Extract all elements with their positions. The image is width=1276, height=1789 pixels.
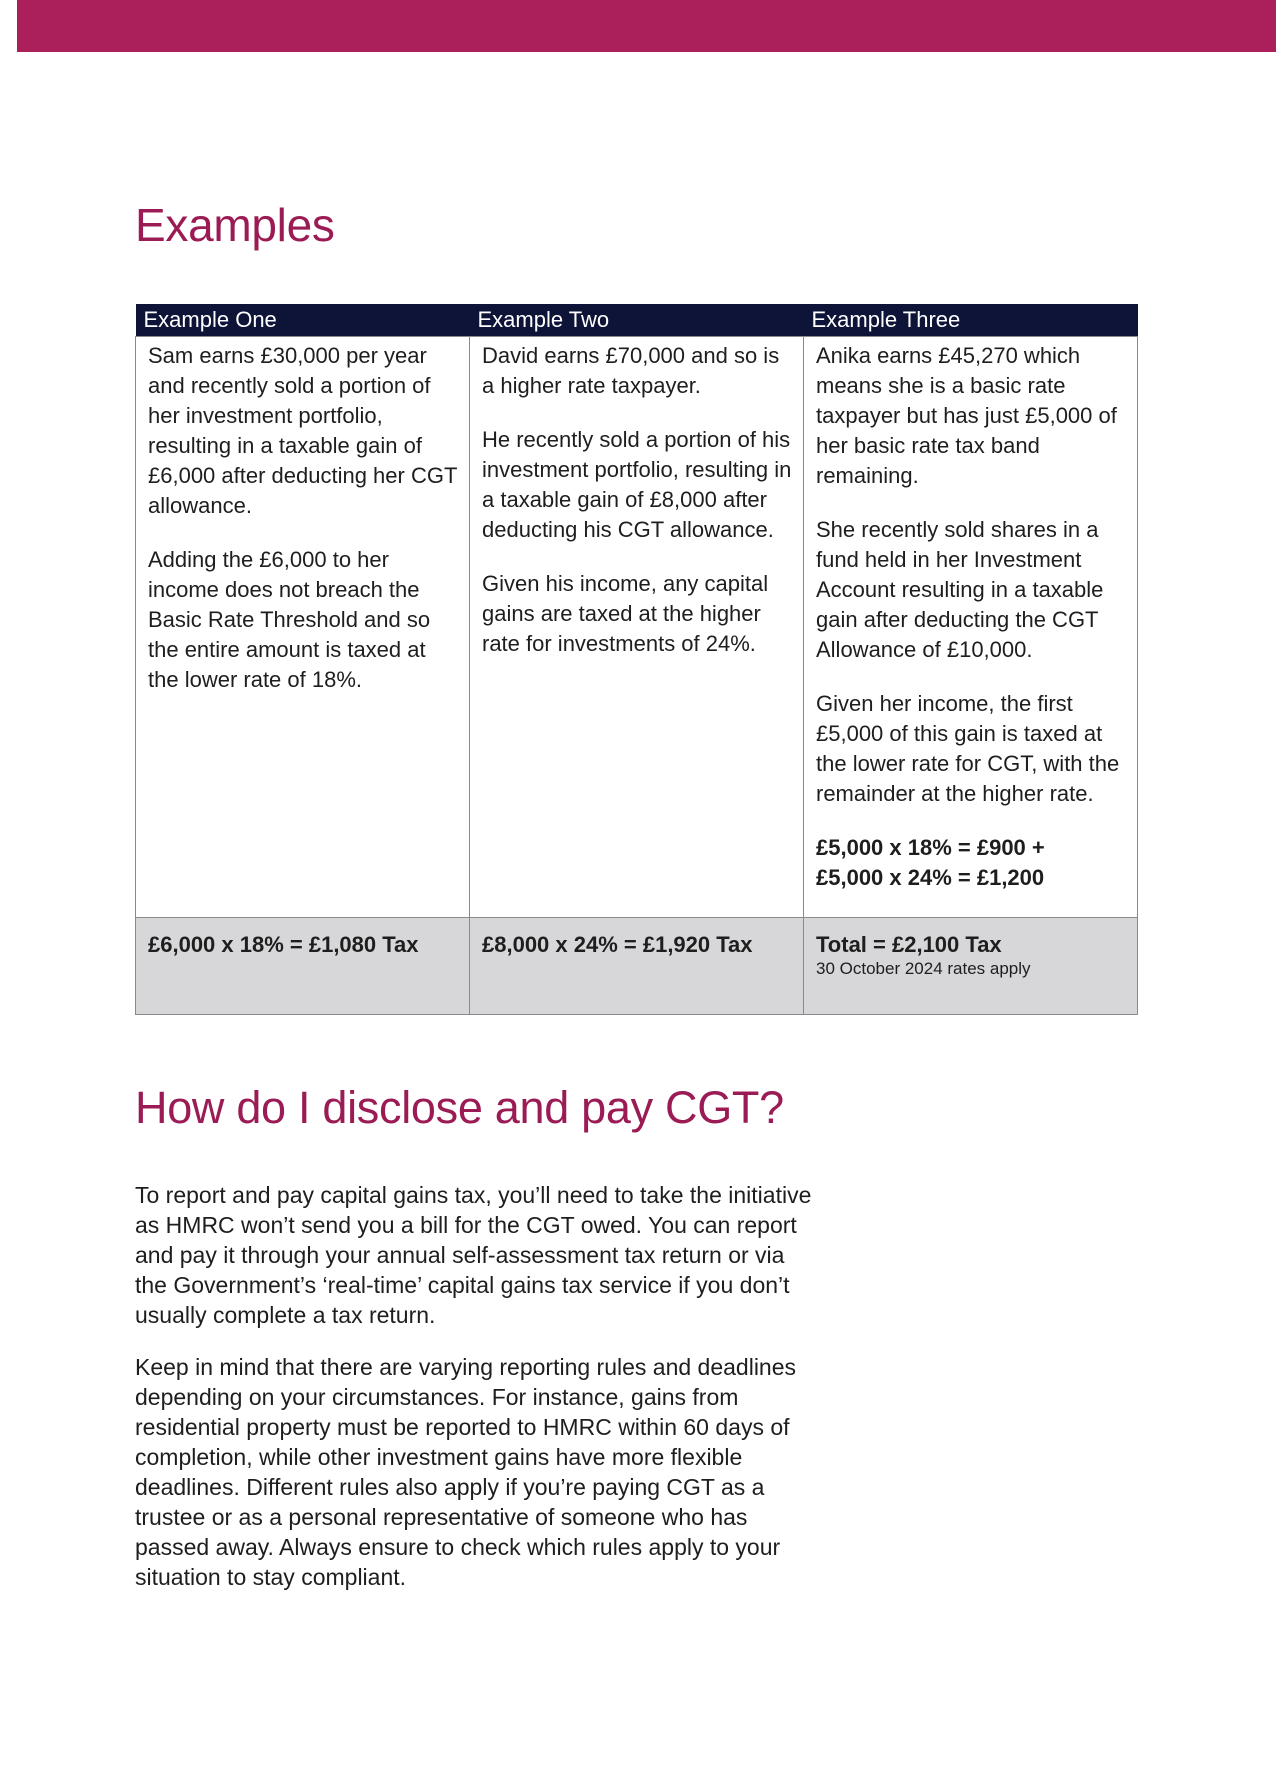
example-three-paragraph: She recently sold shares in a fund held in her Investment Account resulting in a taxable gain after deducting the CGT Allowance of £10,000. [816, 517, 1104, 662]
example-one-header: Example One [136, 304, 470, 337]
example-three-paragraph: Anika earns £45,270 which means she is a basic rate taxpayer but has just £5,000 of her basic rate tax band remaining. [816, 343, 1117, 488]
example-one-paragraph: Sam earns £30,000 per year and recently sold a portion of her investment portfolio, resulting in a taxable gain of £6,000 after deducting her CGT allowance. [148, 343, 458, 518]
example-three-total-cell [804, 918, 1138, 1015]
example-two-body [470, 337, 804, 918]
table-header-row [136, 304, 1138, 337]
example-one-total: £6,000 x 18% = £1,080 Tax [136, 918, 470, 1015]
example-three-body [804, 337, 1138, 918]
examples-heading: Examples [135, 199, 335, 251]
example-two-total: £8,000 x 24% = £1,920 Tax [470, 918, 804, 1015]
example-two-paragraph: Given his income, any capital gains are taxed at the higher rate for investments of 24%. [482, 571, 769, 656]
example-two-paragraph: He recently sold a portion of his investment portfolio, resulting in a taxable gain of £8,000 after deducting his CGT allowance. [482, 427, 792, 542]
example-two-paragraph: David earns £70,000 and so is a higher rate taxpayer. [482, 343, 780, 398]
table-body-row [136, 337, 1138, 918]
rates-note: 30 October 2024 rates apply [816, 959, 1031, 978]
disclose-heading: How do I disclose and pay CGT? [135, 1082, 784, 1133]
calc-line-2: £5,000 x 24% = £1,200 [816, 865, 1045, 890]
calc-line-1: £5,000 x 18% = £900 + [816, 835, 1045, 860]
examples-table [135, 304, 1138, 1015]
table-total-row [136, 918, 1138, 1015]
example-three-header: Example Three [804, 304, 1138, 337]
example-three-total: Total = £2,100 Tax [816, 932, 1002, 957]
example-three-paragraph: Given her income, the first £5,000 of this gain is taxed at the lower rate for CGT, with the remainder at the higher rate. [816, 691, 1120, 806]
example-one-body [136, 337, 470, 918]
disclose-paragraph-1: To report and pay capital gains tax, you’ll need to take the initiative as HMRC won’t send you a bill for the CGT owed. You can report and pay it through your annual self-assessment tax return or via the Government’s ‘real-time’ capital gains tax service if you don’t usually complete a tax return. [135, 1182, 812, 1328]
brand-top-bar [17, 0, 1276, 52]
example-two-header: Example Two [470, 304, 804, 337]
example-three-calculation [816, 833, 1127, 893]
example-one-paragraph: Adding the £6,000 to her income does not breach the Basic Rate Threshold and so the entire amount is taxed at the lower rate of 18%. [148, 547, 431, 692]
disclose-paragraph-2: Keep in mind that there are varying reporting rules and deadlines depending on your circumstances. For instance, gains from residential property must be reported to HMRC within 60 days of completion, while other investment gains have more flexible deadlines. Different rules also apply if you’re paying CGT as a trustee or as a personal representative of someone who has passed away. Always ensure to check which rules apply to your situation to stay compliant. [135, 1354, 797, 1590]
